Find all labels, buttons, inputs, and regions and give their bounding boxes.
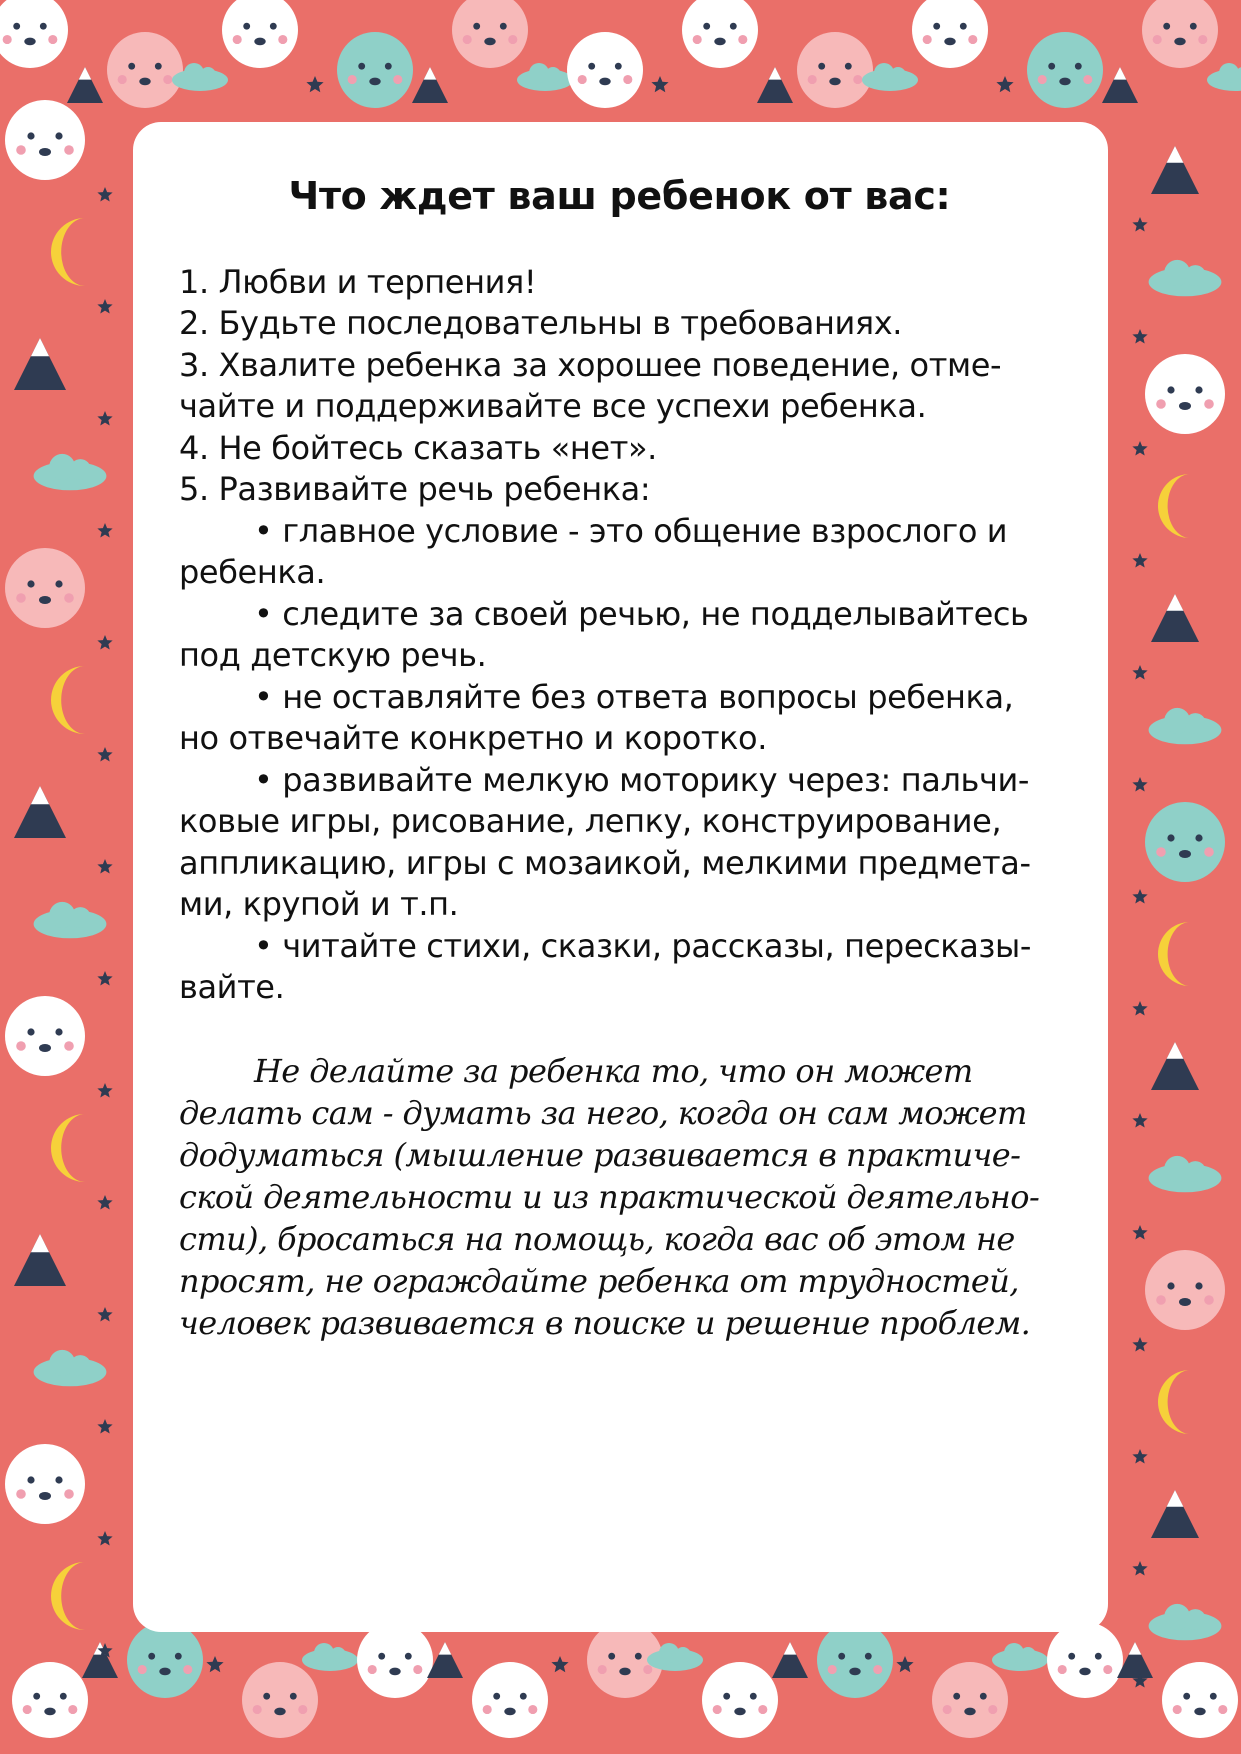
star-icon: [996, 76, 1013, 92]
cloud-icon: [34, 902, 107, 938]
cloud-icon: [1149, 708, 1222, 744]
tip-consistency: 2. Будьте последовательны в требованиях.: [179, 304, 903, 343]
mountain-icon: [772, 1642, 808, 1678]
speech-bullet-own-speech: • следите за своей речью, не подделывайтесь: [254, 594, 1029, 633]
advice-line-2: делать сам - думать за него, когда он сам может: [179, 1094, 1027, 1133]
animal-face-icon: [5, 996, 85, 1076]
cloud-icon: [517, 63, 573, 91]
speech-bullet-motor-skills-cont-2: аппликацию, игры с мозаикой, мелкими предмета-: [179, 843, 1031, 882]
speech-bullet-questions: • не оставляйте без ответа вопросы ребенка,: [254, 677, 1014, 716]
star-icon: [206, 1656, 223, 1672]
animal-face-icon: [797, 32, 873, 108]
star-icon: [551, 1656, 568, 1672]
animal-face-icon: [472, 1662, 548, 1738]
animal-face-icon: [242, 1662, 318, 1738]
star-icon: [97, 1083, 112, 1098]
speech-bullet-communication-cont: ребенка.: [179, 553, 326, 592]
animal-face-icon: [1145, 1250, 1225, 1330]
cloud-icon: [1149, 1604, 1222, 1640]
star-icon: [97, 1307, 112, 1322]
cloud-icon: [992, 1643, 1048, 1671]
star-icon: [97, 1419, 112, 1434]
animal-face-icon: [0, 0, 68, 68]
animal-face-icon: [1162, 1662, 1238, 1738]
star-icon: [97, 1531, 112, 1546]
moon-icon: [51, 1562, 85, 1630]
paragraph-spacer: [179, 1009, 1060, 1051]
mountain-icon: [1102, 67, 1138, 103]
animal-face-icon: [5, 1444, 85, 1524]
star-icon: [97, 747, 112, 762]
cloud-icon: [1207, 63, 1241, 91]
advice-paragraph: [179, 1050, 1060, 1344]
mountain-icon: [757, 67, 793, 103]
cloud-icon: [34, 1350, 107, 1386]
animal-face-icon: [127, 1622, 203, 1698]
moon-icon: [51, 666, 85, 734]
star-icon: [1132, 665, 1147, 680]
animal-face-icon: [1145, 802, 1225, 882]
cloud-icon: [302, 1643, 358, 1671]
speech-bullet-reading: • читайте стихи, сказки, рассказы, пересказы-: [254, 926, 1032, 965]
mountain-icon: [1151, 1042, 1199, 1090]
star-icon: [1132, 1337, 1147, 1352]
mountain-icon: [14, 1234, 66, 1286]
animal-face-icon: [107, 32, 183, 108]
animal-face-icon: [12, 1662, 88, 1738]
star-icon: [97, 971, 112, 986]
cloud-icon: [1149, 1156, 1222, 1192]
star-icon: [1132, 889, 1147, 904]
animal-face-icon: [817, 1622, 893, 1698]
advice-line-3: додуматься (мышление развивается в практиче-: [179, 1136, 1021, 1175]
tip-love: 1. Любви и терпения!: [179, 262, 537, 301]
animal-face-icon: [452, 0, 528, 68]
animal-face-icon: [1145, 354, 1225, 434]
cloud-icon: [34, 454, 107, 490]
star-icon: [1132, 441, 1147, 456]
advice-line-1: Не делайте за ребенка то, что он может: [254, 1052, 973, 1091]
mountain-icon: [1151, 594, 1199, 642]
animal-face-icon: [357, 1622, 433, 1698]
animal-face-icon: [5, 548, 85, 628]
advice-line-5: сти), бросаться на помощь, когда вас об этом не: [179, 1220, 1015, 1259]
star-icon: [896, 1656, 913, 1672]
star-icon: [97, 411, 112, 426]
star-icon: [97, 523, 112, 538]
mountain-icon: [412, 67, 448, 103]
star-icon: [1132, 217, 1147, 232]
content-card: [133, 122, 1108, 1632]
advice-line-7: человек развивается в поиске и решение проблем.: [179, 1304, 1031, 1343]
moon-icon: [51, 1114, 85, 1182]
star-icon: [1132, 1449, 1147, 1464]
star-icon: [306, 76, 323, 92]
animal-face-icon: [1142, 0, 1218, 68]
tips-list: [179, 262, 1060, 1051]
animal-face-icon: [932, 1662, 1008, 1738]
animal-face-icon: [702, 1662, 778, 1738]
star-icon: [97, 299, 112, 314]
mountain-icon: [82, 1642, 118, 1678]
advice-line-4: ской деятельности и из практической деятельно-: [179, 1178, 1040, 1217]
speech-bullet-motor-skills: • развивайте мелкую моторику через: пальчи-: [254, 760, 1030, 799]
star-icon: [97, 859, 112, 874]
animal-face-icon: [222, 0, 298, 68]
moon-icon: [51, 218, 85, 286]
moon-icon: [1158, 1370, 1190, 1434]
tip-praise-cont: чайте и поддерживайте все успехи ребенка.: [179, 387, 927, 426]
speech-bullet-questions-cont: но отвечайте конкретно и коротко.: [179, 719, 768, 758]
animal-face-icon: [912, 0, 988, 68]
mountain-icon: [1151, 1490, 1199, 1538]
speech-bullet-motor-skills-cont-3: ми, крупой и т.п.: [179, 885, 459, 924]
mountain-icon: [14, 786, 66, 838]
speech-bullet-reading-cont: вайте.: [179, 968, 285, 1007]
animal-face-icon: [5, 100, 85, 180]
animal-face-icon: [1027, 32, 1103, 108]
star-icon: [651, 76, 668, 92]
cloud-icon: [1149, 260, 1222, 296]
animal-face-icon: [682, 0, 758, 68]
mountain-icon: [1151, 146, 1199, 194]
animal-face-icon: [337, 32, 413, 108]
star-icon: [97, 187, 112, 202]
star-icon: [1132, 777, 1147, 792]
speech-bullet-communication: • главное условие - это общение взрослого и: [254, 511, 1008, 550]
advice-line-6: просят, не ограждайте ребенка от трудностей,: [179, 1262, 1019, 1301]
tip-say-no: 4. Не бойтесь сказать «нет».: [179, 428, 657, 467]
star-icon: [1132, 1225, 1147, 1240]
mountain-icon: [14, 338, 66, 390]
star-icon: [1132, 1113, 1147, 1128]
star-icon: [97, 635, 112, 650]
star-icon: [1132, 1001, 1147, 1016]
moon-icon: [1158, 922, 1190, 986]
tip-praise: 3. Хвалите ребенка за хорошее поведение, отме-: [179, 345, 1002, 384]
speech-bullet-motor-skills-cont-1: ковые игры, рисование, лепку, конструирование,: [179, 802, 1002, 841]
speech-bullet-own-speech-cont: под детскую речь.: [179, 636, 487, 675]
page-title: Что ждет ваш ребенок от вас:: [288, 174, 951, 218]
tip-speech: 5. Развивайте речь ребенка:: [179, 470, 651, 509]
mountain-icon: [67, 67, 103, 103]
moon-icon: [1158, 474, 1190, 538]
star-icon: [97, 1195, 112, 1210]
star-icon: [1132, 1561, 1147, 1576]
animal-face-icon: [567, 32, 643, 108]
star-icon: [1132, 553, 1147, 568]
animal-face-icon: [1047, 1622, 1123, 1698]
star-icon: [1132, 329, 1147, 344]
